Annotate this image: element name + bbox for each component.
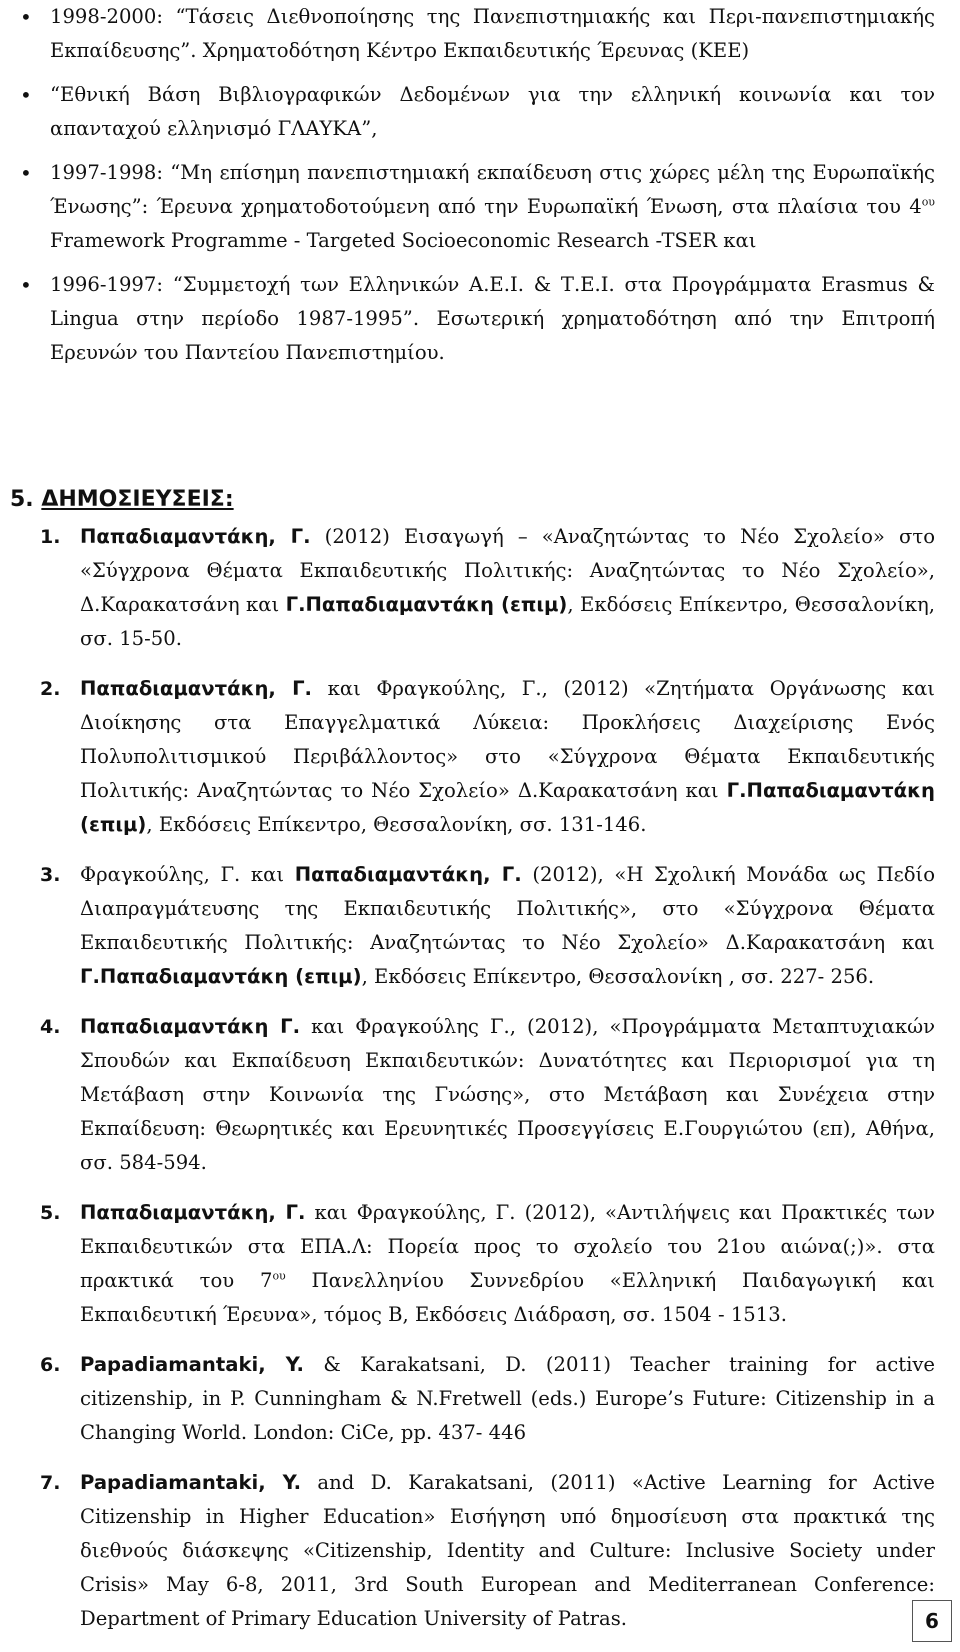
publication-text-part: (2012) Εισαγωγή – «Αναζητώντας το Νέο Σχολείο» στο «Σύγχρονα Θέματα Εκπαιδευτικής Πολιτικής: Αναζητώντας το Νέο Σχολείο», Δ.Καρακατσάνη και xyxy=(80,525,935,616)
author-name: Παπαδιαμαντάκη, Γ. xyxy=(294,863,522,886)
list-item-text: “Εθνική Βάση Βιβλιογραφικών Δεδομένων για την ελληνική κοινωνία και τον απανταχού ελληνισμό ΓΛΑΥΚΑ”, xyxy=(50,83,935,140)
list-item-text: 1998-2000: “Τάσεις Διεθνοποίησης της Πανεπιστημιακής και Περι-πανεπιστημιακής Εκπαίδευσης”. Χρηματοδότηση Κέντρο Εκπαιδευτικής Έρευνας (ΚΕΕ) xyxy=(50,5,935,62)
publication-number: 5. xyxy=(40,1202,61,1224)
list-item xyxy=(20,156,935,258)
publication-item xyxy=(40,1010,935,1180)
section-number: 5. xyxy=(10,487,34,512)
publication-text-part: (2012), «Η Σχολική Μονάδα ως Πεδίο Διαπραγμάτευσης της Εκπαιδευτικής Πολιτικής», στο «Σύγχρονα Θέματα Εκπαιδευτικής Πολιτικής: Αναζητώντας το Νέο Σχολείο» Δ.Καρακατσάνη και xyxy=(80,863,935,954)
bullet-icon: • xyxy=(20,273,32,297)
publication-text-part: και Φραγκούλης Γ., (2012), «Προγράμματα Μεταπτυχιακών Σπουδών και Εκπαίδευση Εκπαιδευτικών: Δυνατότητες και Περιορισμοί για τη Μετάβαση στην Κοινωνία της Γνώσης», στο Μετάβαση και Συνέχεια στην Εκπαίδευση: Θεωρητικές και Ερευνητικές Προσεγγίσεις Ε.Γουργιώτου (επ), Αθήνα, σσ. 584-594. xyxy=(80,1015,935,1174)
bullet-icon: • xyxy=(20,83,32,107)
publication-text xyxy=(80,1196,935,1332)
publication-text xyxy=(80,520,935,656)
publication-number: 3. xyxy=(40,864,61,886)
publication-text xyxy=(80,858,935,994)
publication-text-part: , Εκδόσεις Επίκεντρο, Θεσσαλονίκη , σσ. 227- 256. xyxy=(361,965,875,988)
editor-name: Γ.Παπαδιαμαντάκη (επιμ) xyxy=(80,779,935,836)
publication-number: 4. xyxy=(40,1016,61,1038)
publication-number: 6. xyxy=(40,1354,61,1376)
publication-text xyxy=(80,1010,935,1180)
publication-text-part: , Εκδόσεις Επίκεντρο, Θεσσαλονίκη, σσ. 15-50. xyxy=(80,593,935,650)
section-heading xyxy=(10,484,234,516)
editor-name: Γ.Παπαδιαμαντάκη (επιμ) xyxy=(285,593,568,616)
publication-item xyxy=(40,672,935,842)
publication-text-part: Φραγκούλης, Γ. και xyxy=(80,863,295,886)
research-projects-list xyxy=(20,0,935,380)
list-item-text-part: Framework Programme - Targeted Socioeconomic Research -TSER και xyxy=(50,229,757,252)
list-item xyxy=(20,0,935,68)
author-name: Παπαδιαμαντάκη Γ. xyxy=(80,1015,301,1038)
author-name: Παπαδιαμαντάκη, Γ. xyxy=(80,525,311,548)
editor-name: Γ.Παπαδιαμαντάκη (επιμ) xyxy=(80,965,362,988)
author-name: Παπαδιαμαντάκη, Γ. xyxy=(80,677,312,700)
publication-text xyxy=(80,1466,935,1636)
list-item-text: 1996-1997: “Συμμετοχή των Ελληνικών Α.Ε.Ι. & Τ.Ε.Ι. στα Προγράμματα Erasmus & Lingua στην περίοδο 1987-1995”. Εσωτερική χρηματοδότηση από την Επιτροπή Ερευνών του Παντείου Πανεπιστημίου. xyxy=(50,273,935,364)
publication-text-part: και Φραγκούλης, Γ. (2012), «Αντιλήψεις και Πρακτικές των Εκπαιδευτικών στα ΕΠΑ.Λ: Πορεία προς το σχολείο του 21ου αιώνα(;)». στα πρακτικά του 7 xyxy=(80,1201,936,1292)
section-title: ΔΗΜΟΣΙΕΥΣΕΙΣ: xyxy=(41,487,234,512)
list-item-text-part: 1997-1998: “Μη επίσημη πανεπιστημιακή εκπαίδευση στις χώρες μέλη της Ευρωπαϊκής Ένωσης”: Έρευνα χρηματοδοτούμενη από την Ευρωπαϊκή Ένωση, στα πλαίσια του 4 xyxy=(50,161,935,218)
list-item xyxy=(20,268,935,370)
author-name: Papadiamantaki, Y. xyxy=(80,1471,302,1494)
publications-list xyxy=(40,520,935,1652)
publication-item xyxy=(40,1466,935,1636)
author-name: Papadiamantaki, Y. xyxy=(80,1353,304,1376)
list-item xyxy=(20,78,935,146)
publication-number: 2. xyxy=(40,678,61,700)
superscript: ου xyxy=(272,1269,286,1283)
publication-item xyxy=(40,520,935,656)
publication-item xyxy=(40,858,935,994)
page-number: 6 xyxy=(912,1600,952,1642)
author-name: Παπαδιαμαντάκη, Γ. xyxy=(80,1201,306,1224)
publication-text xyxy=(80,1348,935,1450)
bullet-icon: • xyxy=(20,161,32,185)
publication-text-part: Πανελληνίου Συννεδρίου «Ελληνική Παιδαγωγική και Εκπαιδευτική Έρευνα», τόμος Β, Εκδόσεις Διάδραση, σσ. 1504 - 1513. xyxy=(80,1269,935,1326)
bullet-icon: • xyxy=(20,5,32,29)
publication-text xyxy=(80,672,935,842)
list-item-text xyxy=(50,156,935,258)
publication-text-part: , Εκδόσεις Επίκεντρο, Θεσσαλονίκη, σσ. 131-146. xyxy=(146,813,647,836)
publication-text-part: and D. Karakatsani, (2011) «Active Learning for Active Citizenship in Higher Education» Εισήγηση υπό δημοσίευση στα πρακτικά της διεθνούς διάσκεψης «Citizenship, Identity and Culture: Inclusive Society under Crisis» May 6-8, 2011, 3rd South European and Mediterranean Conference: Department of Primary Education University of Patras. xyxy=(80,1471,936,1630)
publication-text-part: και Φραγκούλης, Γ., (2012) «Ζητήματα Οργάνωσης και Διοίκησης στα Επαγγελματικά Λύκεια: Προκλήσεις Διαχείρισης Ενός Πολυπολιτισμικού Περιβάλλοντος» στο «Σύγχρονα Θέματα Εκπαιδευτικής Πολιτικής: Αναζητώντας το Νέο Σχολείο» Δ.Καρακατσάνη και xyxy=(80,677,935,802)
publication-item xyxy=(40,1348,935,1450)
publication-number: 1. xyxy=(40,526,61,548)
superscript: ου xyxy=(921,195,935,209)
publication-text-part: & Karakatsani, D. (2011) Teacher training for active citizenship, in P. Cunningham & N.Fretwell (eds.) Europe’s Future: Citizenship in a Changing World. London: CiCe, pp. 437- 446 xyxy=(80,1353,936,1444)
publication-item xyxy=(40,1196,935,1332)
publication-number: 7. xyxy=(40,1472,61,1494)
